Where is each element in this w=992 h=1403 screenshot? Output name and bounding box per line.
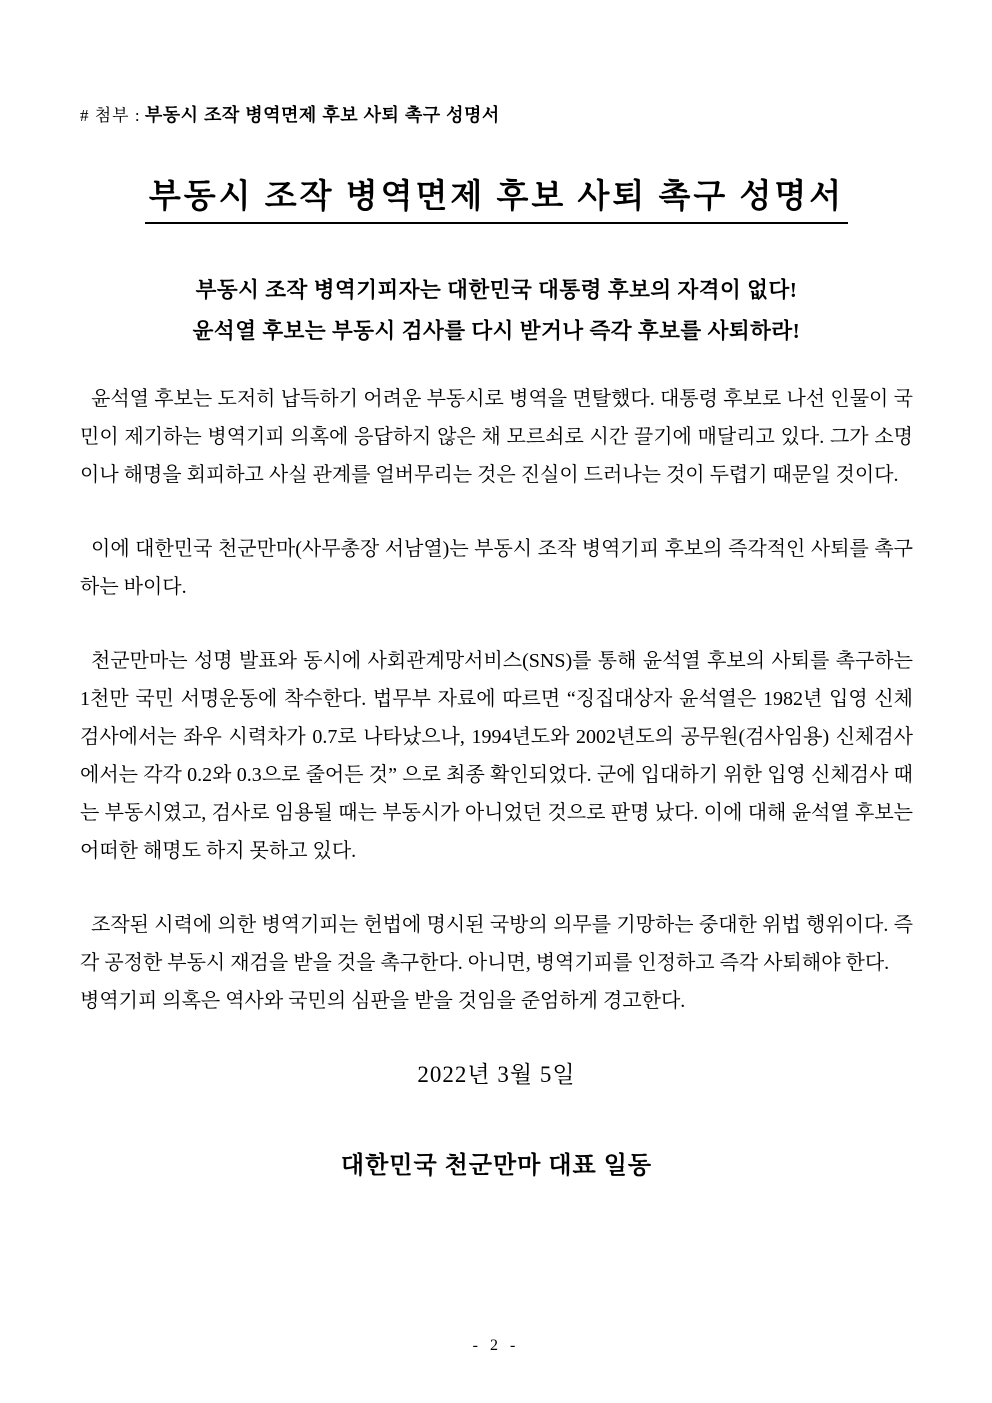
paragraph-2: 이에 대한민국 천군만마(사무총장 서남열)는 부동시 조작 병역기피 후보의 즉각적인 사퇴를 촉구하는 바이다. bbox=[80, 538, 913, 598]
title-block bbox=[80, 170, 913, 224]
paragraph-4: 조작된 시력에 의한 병역기피는 헌법에 명시된 국방의 의무를 기망하는 중대한 위법 행위이다. 즉각 공정한 부동시 재검을 받을 것을 촉구한다. 아니면, 병역기피를 인정하고 즉각 사퇴해야 한다. bbox=[80, 914, 913, 974]
statement-body bbox=[80, 380, 913, 1020]
attachment-note bbox=[80, 103, 913, 128]
signature-line: 대한민국 천군만마 대표 일동 bbox=[340, 1153, 653, 1179]
page-number: - 2 - bbox=[472, 1337, 520, 1354]
attachment-title: 부동시 조작 병역면제 후보 사퇴 촉구 성명서 bbox=[144, 105, 500, 125]
paragraph-3: 천군만마는 성명 발표와 동시에 사회관계망서비스(SNS)를 통해 윤석열 후보의 사퇴를 촉구하는 1천만 국민 서명운동에 착수한다. 법무부 자료에 따르면 “징집대상자 윤석열은 1982년 입영 신체검사에서는 좌우 시력차가 0.7로 나타났으나, 1994년도와 2002년도의 공무원(검사임용) 신체검사에서는 각각 0.2와 0.3으로 줄어든 것” 으로 최종 확인되었다. 군에 입대하기 위한 입영 신체검사 때는 부동시였고, 검사로 임용될 때는 부동시가 아니었던 것으로 판명 났다. 이에 대해 윤석열 후보는 어떠한 해명도 하지 못하고 있다. bbox=[80, 650, 913, 862]
slogan-line-1: 부동시 조작 병역기피자는 대한민국 대통령 후보의 자격이 없다! bbox=[195, 278, 798, 302]
slogan-line-2: 윤석열 후보는 부동시 검사를 다시 받거나 즉각 후보를 사퇴하라! bbox=[192, 319, 801, 343]
paragraph-5: 병역기피 의혹은 역사와 국민의 심판을 받을 것임을 준엄하게 경고한다. bbox=[80, 990, 686, 1012]
slogan-block bbox=[80, 270, 913, 352]
page-title: 부동시 조작 병역면제 후보 사퇴 촉구 성명서 bbox=[145, 170, 848, 224]
paragraph-1: 윤석열 후보는 도저히 납득하기 어려운 부동시로 병역을 면탈했다. 대통령 후보로 나선 인물이 국민이 제기하는 병역기피 의혹에 응답하지 않은 채 모르쇠로 시간 끌기에 매달리고 있다. 그가 소명이나 해명을 회피하고 사실 관계를 얼버무리는 것은 진실이 드러나는 것이 두렵기 때문일 것이다. bbox=[80, 388, 913, 486]
statement-date: 2022년 3월 5일 bbox=[417, 1062, 576, 1087]
attachment-prefix: # 첨부 : bbox=[80, 106, 141, 125]
